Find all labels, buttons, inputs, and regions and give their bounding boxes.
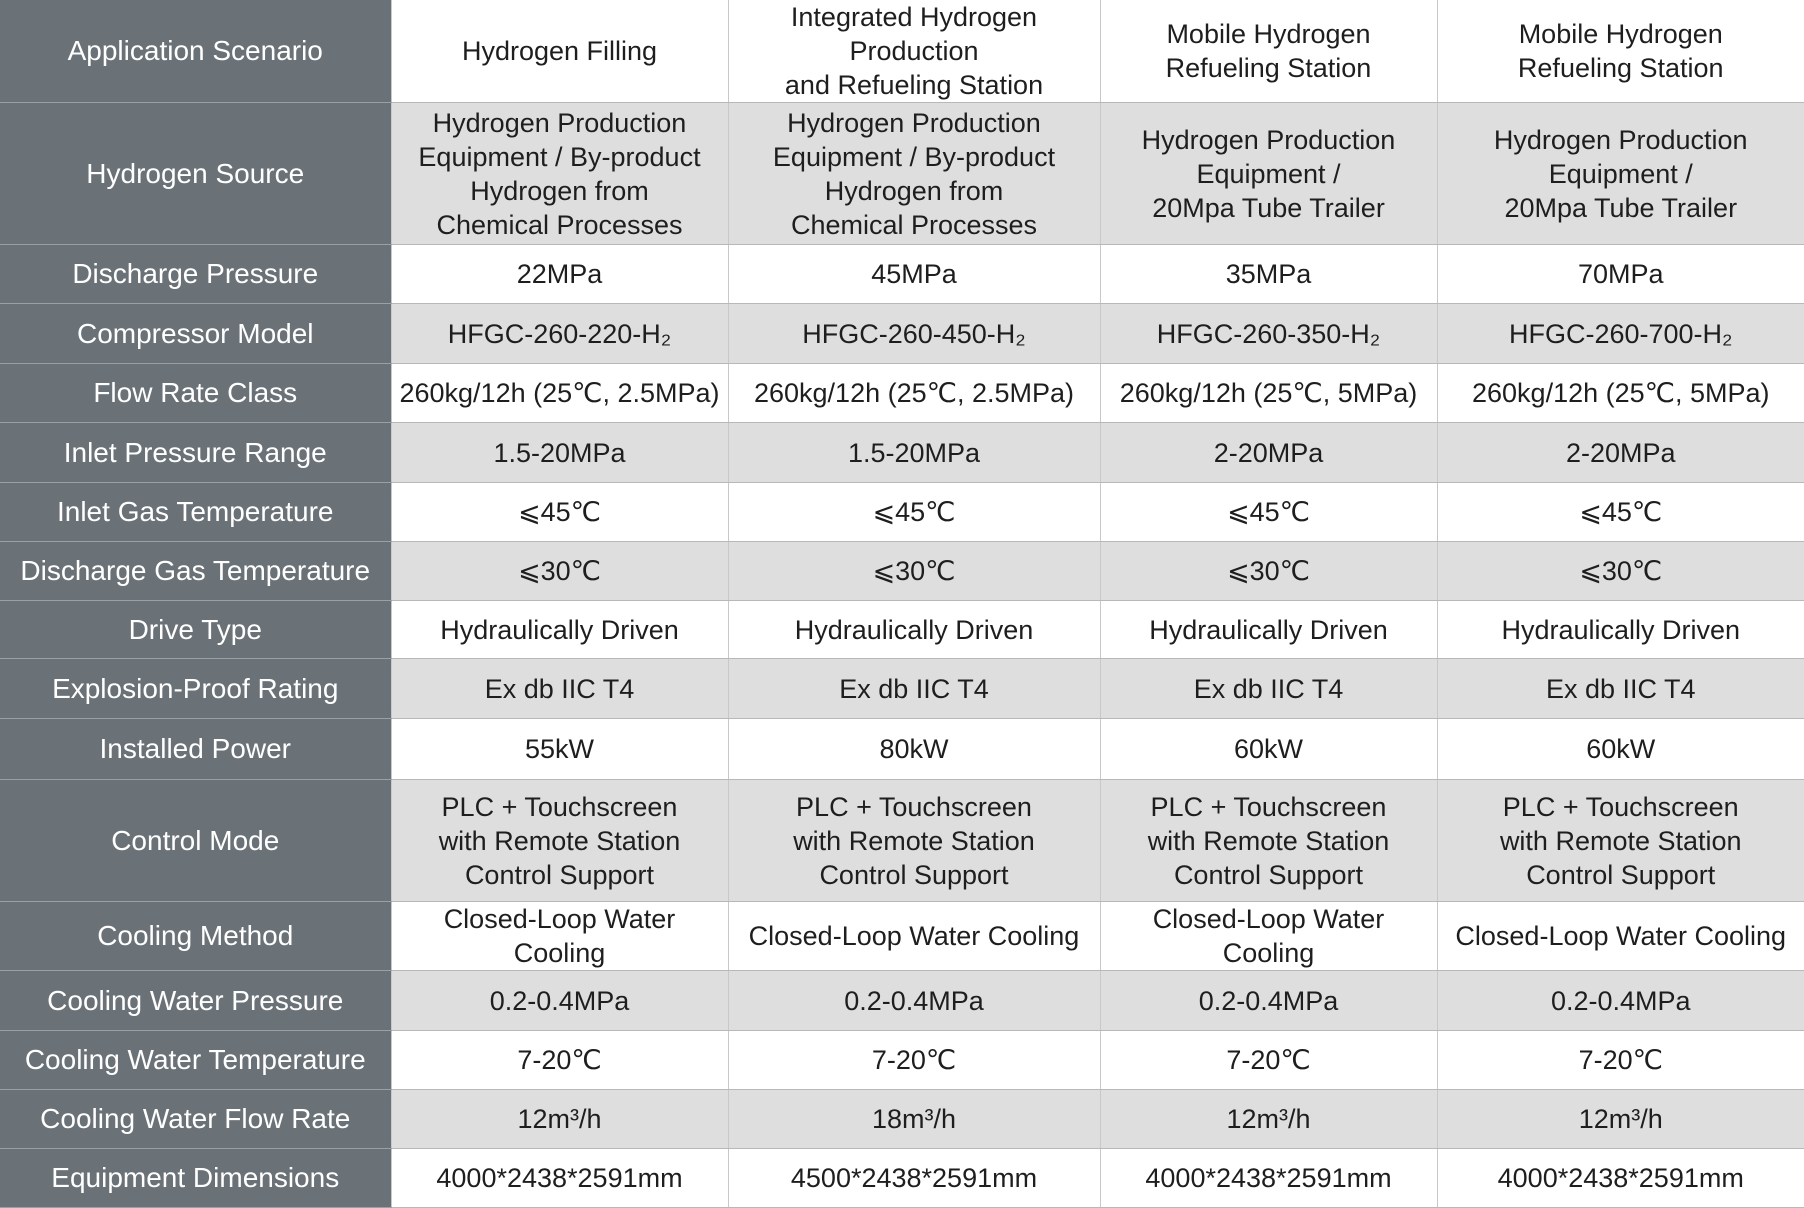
row-label: Inlet Pressure Range	[0, 423, 391, 483]
row-label: Hydrogen Source	[0, 103, 391, 245]
table-cell: HFGC-260-700-H₂	[1437, 304, 1804, 364]
table-cell: Mobile Hydrogen Refueling Station	[1437, 0, 1804, 103]
table-cell: HFGC-260-350-H₂	[1100, 304, 1437, 364]
row-label: Application Scenario	[0, 0, 391, 103]
row-label: Compressor Model	[0, 304, 391, 364]
table-cell: 260kg/12h (25℃, 5MPa)	[1437, 364, 1804, 423]
table-cell: 7-20℃	[391, 1031, 728, 1090]
table-cell: 60kW	[1100, 719, 1437, 780]
table-cell: ⩽45℃	[391, 483, 728, 542]
table-cell: Hydrogen Production Equipment / By-product Hydrogen from Chemical Processes	[728, 103, 1100, 245]
table-cell: 45MPa	[728, 245, 1100, 304]
table-cell: ⩽45℃	[1100, 483, 1437, 542]
row-label: Cooling Water Temperature	[0, 1031, 391, 1090]
table-cell: Hydrogen Production Equipment / 20Mpa Tube Trailer	[1100, 103, 1437, 245]
table-cell: 18m³/h	[728, 1090, 1100, 1149]
table-cell: 1.5-20MPa	[391, 423, 728, 483]
table-cell: 12m³/h	[1437, 1090, 1804, 1149]
table-cell: Hydrogen Production Equipment / By-product Hydrogen from Chemical Processes	[391, 103, 728, 245]
table-cell: Closed-Loop Water Cooling	[391, 902, 728, 971]
table-cell: Integrated Hydrogen Production and Refueling Station	[728, 0, 1100, 103]
table-cell: 4000*2438*2591mm	[1437, 1149, 1804, 1208]
table-cell: Ex db IIC T4	[1437, 659, 1804, 719]
table-cell: 2-20MPa	[1437, 423, 1804, 483]
row-label: Explosion-Proof Rating	[0, 659, 391, 719]
row-label: Cooling Method	[0, 902, 391, 971]
table-row	[0, 103, 1804, 245]
table-row	[0, 659, 1804, 719]
table-cell: 4000*2438*2591mm	[1100, 1149, 1437, 1208]
table-cell: 7-20℃	[728, 1031, 1100, 1090]
table-cell: 0.2-0.4MPa	[1100, 971, 1437, 1031]
table-cell: Ex db IIC T4	[1100, 659, 1437, 719]
table-cell: ⩽45℃	[1437, 483, 1804, 542]
row-label: Discharge Pressure	[0, 245, 391, 304]
table-cell: 22MPa	[391, 245, 728, 304]
table-cell: Ex db IIC T4	[391, 659, 728, 719]
row-label: Cooling Water Pressure	[0, 971, 391, 1031]
table-row	[0, 971, 1804, 1031]
table-cell: 4500*2438*2591mm	[728, 1149, 1100, 1208]
table-cell: ⩽30℃	[1100, 542, 1437, 601]
table-row	[0, 483, 1804, 542]
table-cell: 2-20MPa	[1100, 423, 1437, 483]
table-row	[0, 1149, 1804, 1208]
table-cell: 260kg/12h (25℃, 2.5MPa)	[728, 364, 1100, 423]
table-cell: 7-20℃	[1437, 1031, 1804, 1090]
table-cell: 260kg/12h (25℃, 2.5MPa)	[391, 364, 728, 423]
table-row	[0, 542, 1804, 601]
table-cell: Closed-Loop Water Cooling	[1100, 902, 1437, 971]
row-label: Equipment Dimensions	[0, 1149, 391, 1208]
row-label: Control Mode	[0, 780, 391, 902]
table-row	[0, 902, 1804, 971]
table-cell: ⩽30℃	[728, 542, 1100, 601]
row-label: Installed Power	[0, 719, 391, 780]
table-cell: PLC + Touchscreen with Remote Station Control Support	[1437, 780, 1804, 902]
table-cell: ⩽30℃	[391, 542, 728, 601]
table-cell: Mobile Hydrogen Refueling Station	[1100, 0, 1437, 103]
table-row	[0, 1031, 1804, 1090]
table-cell: 35MPa	[1100, 245, 1437, 304]
table-cell: 60kW	[1437, 719, 1804, 780]
table-cell: 12m³/h	[1100, 1090, 1437, 1149]
table-cell: Hydraulically Driven	[1437, 601, 1804, 659]
table-cell: 80kW	[728, 719, 1100, 780]
table-cell: PLC + Touchscreen with Remote Station Control Support	[1100, 780, 1437, 902]
table-cell: Closed-Loop Water Cooling	[1437, 902, 1804, 971]
table-cell: 7-20℃	[1100, 1031, 1437, 1090]
table-cell: Hydraulically Driven	[728, 601, 1100, 659]
table-cell: 0.2-0.4MPa	[391, 971, 728, 1031]
table-row	[0, 245, 1804, 304]
table-cell: HFGC-260-450-H₂	[728, 304, 1100, 364]
table-cell: 70MPa	[1437, 245, 1804, 304]
table-cell: 55kW	[391, 719, 728, 780]
table-row	[0, 423, 1804, 483]
table-cell: HFGC-260-220-H₂	[391, 304, 728, 364]
table-cell: PLC + Touchscreen with Remote Station Control Support	[728, 780, 1100, 902]
table-cell: Hydrogen Filling	[391, 0, 728, 103]
table-cell: Hydraulically Driven	[391, 601, 728, 659]
table-row	[0, 780, 1804, 902]
row-label: Cooling Water Flow Rate	[0, 1090, 391, 1149]
table-cell: Closed-Loop Water Cooling	[728, 902, 1100, 971]
table-row	[0, 601, 1804, 659]
table-row	[0, 719, 1804, 780]
table-cell: 12m³/h	[391, 1090, 728, 1149]
table-cell: Ex db IIC T4	[728, 659, 1100, 719]
table-cell: 260kg/12h (25℃, 5MPa)	[1100, 364, 1437, 423]
row-label: Drive Type	[0, 601, 391, 659]
table-row	[0, 364, 1804, 423]
table-cell: Hydraulically Driven	[1100, 601, 1437, 659]
table-cell: ⩽45℃	[728, 483, 1100, 542]
table-cell: ⩽30℃	[1437, 542, 1804, 601]
row-label: Discharge Gas Temperature	[0, 542, 391, 601]
table-cell: 4000*2438*2591mm	[391, 1149, 728, 1208]
table-cell: 0.2-0.4MPa	[1437, 971, 1804, 1031]
row-label: Inlet Gas Temperature	[0, 483, 391, 542]
table-cell: 0.2-0.4MPa	[728, 971, 1100, 1031]
table-row	[0, 0, 1804, 103]
table-cell: PLC + Touchscreen with Remote Station Control Support	[391, 780, 728, 902]
table-cell: 1.5-20MPa	[728, 423, 1100, 483]
row-label: Flow Rate Class	[0, 364, 391, 423]
table-row	[0, 1090, 1804, 1149]
table-row	[0, 304, 1804, 364]
table-cell: Hydrogen Production Equipment / 20Mpa Tube Trailer	[1437, 103, 1804, 245]
